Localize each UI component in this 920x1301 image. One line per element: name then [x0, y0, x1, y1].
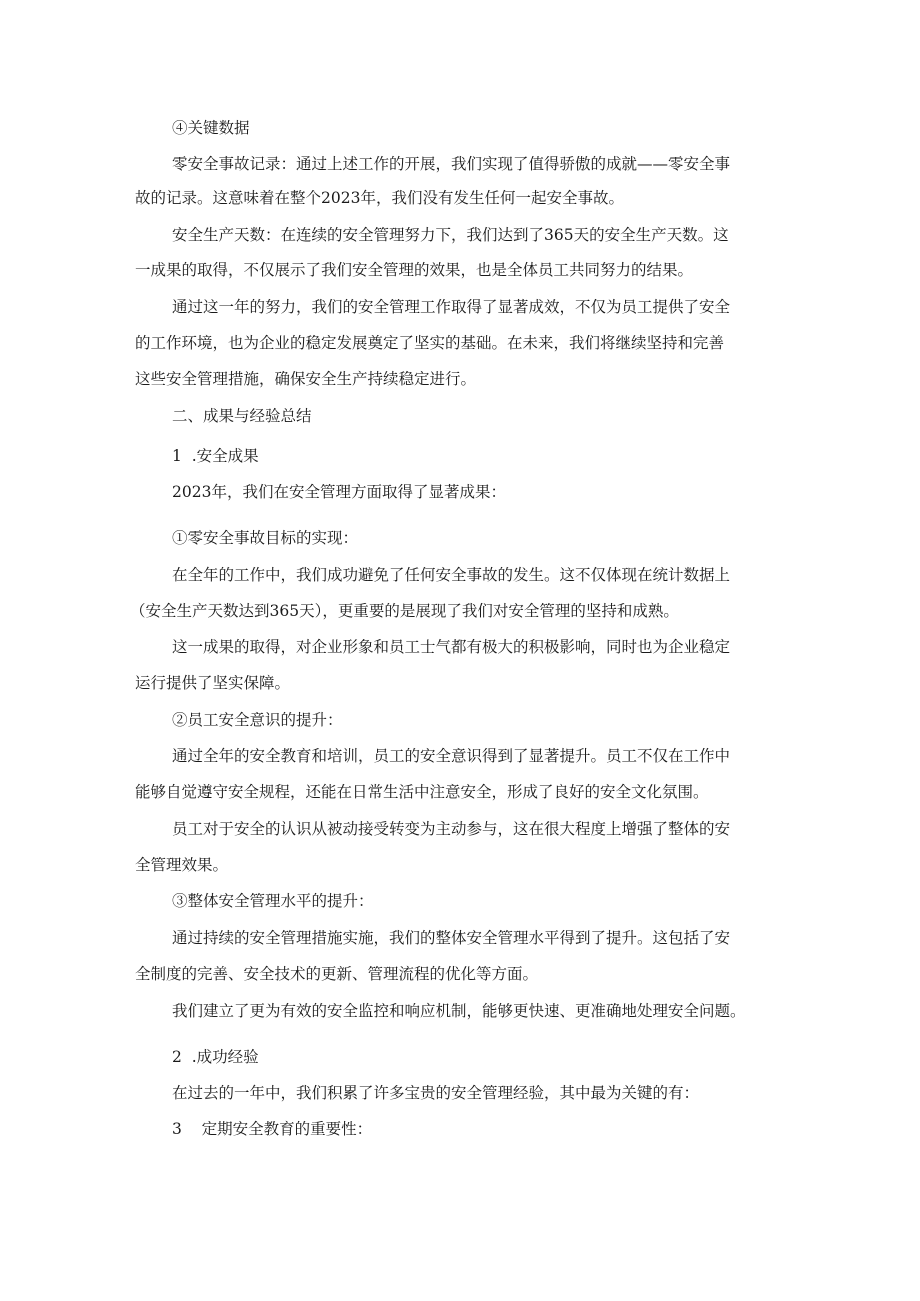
paragraph-line: 一成果的取得，不仅展示了我们安全管理的效果，也是全体员工共同努力的结果。: [135, 261, 694, 279]
item-heading: ③整体安全管理水平的提升：: [172, 892, 374, 910]
paragraph-line: 2023年，我们在安全管理方面取得了显著成果：: [172, 483, 506, 501]
paragraph-line: 通过持续的安全管理措施实施，我们的整体安全管理水平得到了提升。这包括了安: [172, 929, 731, 947]
paragraph-line: 全制度的完善、安全技术的更新、管理流程的优化等方面。: [135, 965, 539, 983]
paragraph-line: （安全生产天数达到365天），更重要的是展现了我们对安全管理的坚持和成熟。: [130, 602, 679, 620]
paragraph-line: 在全年的工作中，我们成功避免了任何安全事故的发生。这不仅体现在统计数据上: [172, 566, 731, 584]
subsection-heading: 2 .成功经验: [172, 1048, 259, 1066]
paragraph-line: 这些安全管理措施，确保安全生产持续稳定进行。: [135, 370, 477, 388]
paragraph-line: 在过去的一年中，我们积累了许多宝贵的安全管理经验，其中最为关键的有：: [172, 1084, 700, 1102]
paragraph-line: 运行提供了坚实保障。: [135, 674, 291, 692]
paragraph-line: 能够自觉遵守安全规程，还能在日常生活中注意安全，形成了良好的安全文化氛围。: [135, 783, 709, 801]
paragraph-line: 通过这一年的努力，我们的安全管理工作取得了显著成效，不仅为员工提供了安全: [172, 298, 731, 316]
paragraph-line: 这一成果的取得，对企业形象和员工士气都有极大的积极影响，同时也为企业稳定: [172, 638, 731, 656]
paragraph-line: 故的记录。这意味着在整个2023年，我们没有发生任何一起安全事故。: [135, 189, 624, 207]
subsection-heading: 1 .安全成果: [172, 447, 259, 465]
paragraph-line: 的工作环境，也为企业的稳定发展奠定了坚实的基础。在未来，我们将继续坚持和完善: [135, 334, 725, 352]
paragraph-line: 员工对于安全的认识从被动接受转变为主动参与，这在很大程度上增强了整体的安: [172, 820, 731, 838]
paragraph-line: 通过全年的安全教育和培训，员工的安全意识得到了显著提升。员工不仅在工作中: [172, 747, 731, 765]
paragraph-line: 全管理效果。: [135, 856, 229, 874]
item-heading: 3 定期安全教育的重要性：: [172, 1120, 373, 1138]
heading-key-data: ④关键数据: [172, 119, 250, 137]
section-heading: 二、成果与经验总结: [172, 407, 312, 425]
paragraph-line: 零安全事故记录：通过上述工作的开展，我们实现了值得骄傲的成就——零安全事: [172, 155, 731, 173]
paragraph-line: 我们建立了更为有效的安全监控和响应机制，能够更快速、更准确地处理安全问题。: [172, 1002, 746, 1020]
paragraph-line: 安全生产天数：在连续的安全管理努力下，我们达到了365天的安全生产天数。这: [172, 226, 729, 244]
item-heading: ①零安全事故目标的实现：: [172, 529, 359, 547]
item-heading: ②员工安全意识的提升：: [172, 711, 343, 729]
